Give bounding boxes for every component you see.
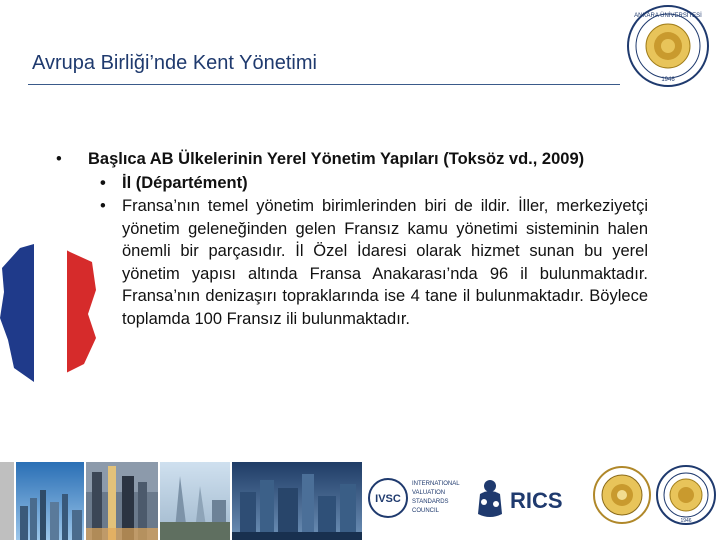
university-seal-icon bbox=[592, 462, 652, 528]
bullet-text: İl (Départément) bbox=[122, 173, 248, 192]
bullet-text: Fransa’nın temel yönetim birimlerinden biri de ildir. İller, merkeziyetçi yönetim geleneğinden gelen Fransız kamu yönetimi sisteminin halen önemli bir parçasıdır. İl Özel İdaresi olarak hizmet sunan bu yerel yönetim yapısı altında Fransa Anakarası’nda 96 il bulunmaktadır. Fransa’nın denizaşırı topraklarında ise 4 tane il bulunmaktadır. Böylece toplamda 100 Fransız ili bulunmaktadır. bbox=[122, 197, 648, 328]
main-content bbox=[56, 148, 648, 330]
ivsc-label: IVSC bbox=[375, 493, 401, 505]
logo-text: ANKARA ÜNİVERSİTESİ bbox=[634, 13, 702, 19]
city-photo-4 bbox=[232, 462, 362, 540]
list-item bbox=[56, 195, 648, 330]
ivsc-line-4: COUNCIL bbox=[412, 508, 440, 514]
rics-label: RICS bbox=[510, 488, 563, 513]
bullet-icon: • bbox=[100, 197, 106, 215]
logo-year: 1946 bbox=[661, 77, 675, 83]
footer-accent-bar bbox=[0, 462, 14, 540]
rics-logo-icon bbox=[470, 466, 580, 530]
city-photo-1 bbox=[16, 462, 84, 540]
seal-year: 1946 bbox=[680, 518, 692, 524]
list-item bbox=[56, 148, 648, 171]
ivsc-line-3: STANDARDS bbox=[412, 499, 449, 505]
ankara-universitesi-seal-icon bbox=[655, 462, 717, 528]
city-photo-3 bbox=[160, 462, 230, 540]
bullet-text: Başlıca AB Ülkelerinin Yerel Yönetim Yapıları (Toksöz vd., 2009) bbox=[88, 150, 585, 168]
ivsc-logo-icon bbox=[366, 466, 466, 530]
ivsc-line-2: VALUATION bbox=[412, 490, 446, 496]
ivsc-line-1: INTERNATIONAL bbox=[412, 481, 460, 487]
bullet-icon: • bbox=[100, 173, 106, 192]
page-title: Avrupa Birliği’nde Kent Yönetimi bbox=[32, 52, 317, 74]
title-divider bbox=[28, 84, 620, 85]
city-photo-2 bbox=[86, 462, 158, 540]
bullet-icon: • bbox=[56, 150, 62, 168]
list-item bbox=[56, 172, 648, 195]
ankara-universitesi-seal-icon bbox=[626, 4, 710, 88]
